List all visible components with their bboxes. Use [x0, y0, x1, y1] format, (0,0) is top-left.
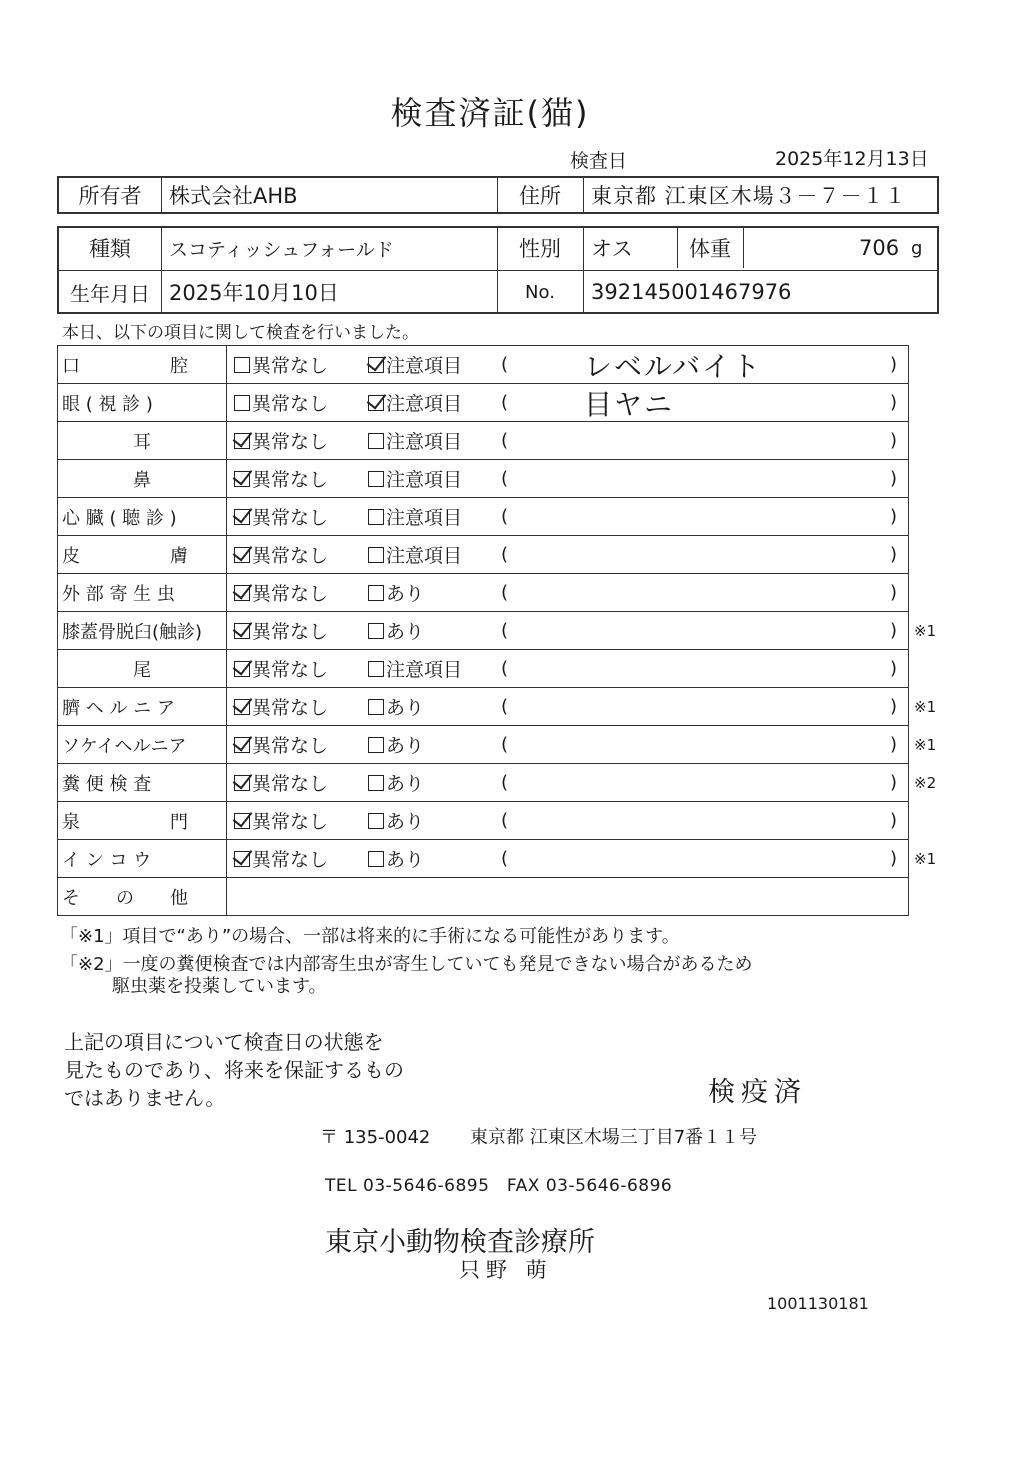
normal-label: 異常なし: [252, 697, 329, 719]
clinic-address: 東京都 江東区木場三丁目7番１１号: [470, 1127, 758, 1148]
table-row: [58, 878, 908, 915]
normal-option[interactable]: [234, 650, 328, 687]
breed-label: 種類: [89, 237, 131, 261]
other-label: あり: [386, 849, 425, 871]
breed-value: スコティッシュフォールド: [169, 238, 394, 261]
document-title: 検査済証(猫): [390, 94, 590, 132]
paren-open: (: [501, 620, 509, 641]
item-name: 外 部 寄 生 虫: [62, 583, 175, 605]
normal-option[interactable]: [234, 422, 328, 459]
clinic-name: 東京小動物検査診療所: [325, 1227, 595, 1258]
item-name: 尾: [133, 659, 151, 681]
other-label: あり: [386, 735, 425, 757]
item-name: 皮 膚: [62, 545, 188, 567]
normal-checkbox[interactable]: [234, 661, 250, 677]
weight-unit: g: [911, 237, 923, 259]
paren-close: ): [890, 848, 898, 869]
other-option[interactable]: [368, 650, 462, 687]
normal-label: 異常なし: [252, 355, 329, 377]
other-checkbox[interactable]: [368, 623, 384, 639]
paren-close: ): [890, 658, 898, 679]
normal-option[interactable]: [234, 498, 328, 535]
other-option[interactable]: [368, 612, 424, 649]
other-label: 注意項目: [386, 355, 463, 377]
item-name: 泉 門: [62, 811, 188, 833]
table-row: [58, 802, 908, 840]
table-row: [58, 498, 908, 536]
paren-open: (: [501, 810, 509, 831]
item-name: 膝蓋骨脱臼(触診): [62, 621, 203, 643]
other-checkbox[interactable]: [368, 661, 384, 677]
item-name: 耳: [133, 431, 151, 453]
other-option[interactable]: [368, 346, 462, 383]
paren-open: (: [501, 696, 509, 717]
paren-close: ): [890, 810, 898, 831]
other-option[interactable]: [368, 688, 424, 725]
birth-value: 2025年10月10日: [169, 281, 339, 305]
other-label: 注意項目: [386, 507, 463, 529]
table-row: [58, 384, 908, 422]
normal-label: 異常なし: [252, 659, 329, 681]
table-row: [58, 688, 937, 726]
other-label: 注意項目: [386, 469, 463, 491]
paren-open: (: [501, 772, 509, 793]
normal-label: 異常なし: [252, 469, 329, 491]
normal-label: 異常なし: [252, 583, 329, 605]
paren-close: ): [890, 696, 898, 717]
paren-open: (: [501, 582, 509, 603]
inspection-table: [57, 345, 937, 916]
address-label: 住所: [519, 184, 561, 208]
other-checkbox[interactable]: [368, 699, 384, 715]
normal-checkbox[interactable]: [234, 471, 250, 487]
other-checkbox[interactable]: [368, 813, 384, 829]
normal-option[interactable]: [234, 802, 328, 839]
footnote-mark: ※1: [914, 621, 937, 640]
item-name: ソケイヘルニア: [62, 735, 187, 757]
other-label: 注意項目: [386, 545, 463, 567]
table-row: [58, 460, 908, 498]
animal-box: [57, 226, 939, 314]
paren-open: (: [501, 734, 509, 755]
other-label: あり: [386, 811, 425, 833]
item-name: 糞 便 検 査: [62, 773, 152, 795]
other-label: 注意項目: [386, 659, 463, 681]
item-name: 心 臓 ( 聴 診 ): [62, 507, 177, 529]
normal-checkbox[interactable]: [234, 357, 250, 373]
normal-option[interactable]: [234, 536, 328, 573]
item-name: そ の 他: [62, 887, 188, 909]
normal-label: 異常なし: [252, 735, 329, 757]
other-label: あり: [386, 773, 425, 795]
paren-open: (: [501, 658, 509, 679]
no-value: 392145001467976: [591, 280, 792, 304]
paren-close: ): [890, 734, 898, 755]
table-row: [58, 346, 908, 384]
normal-checkbox[interactable]: [234, 775, 250, 791]
normal-label: 異常なし: [252, 773, 329, 795]
normal-label: 異常なし: [252, 811, 329, 833]
paren-close: ): [890, 582, 898, 603]
other-label: 注意項目: [386, 393, 463, 415]
other-option[interactable]: [368, 422, 462, 459]
weight-value: 706: [859, 236, 900, 260]
other-option[interactable]: [368, 498, 462, 535]
item-name: イ ン コ ウ: [62, 849, 152, 871]
quarantine-stamp: 検疫済: [708, 1077, 807, 1108]
normal-checkbox[interactable]: [234, 395, 250, 411]
normal-checkbox[interactable]: [234, 813, 250, 829]
sex-label: 性別: [519, 237, 561, 261]
other-checkbox[interactable]: [368, 509, 384, 525]
paren-close: ): [890, 544, 898, 565]
other-option[interactable]: [368, 384, 462, 421]
owner-label: 所有者: [78, 184, 142, 208]
other-option[interactable]: [368, 536, 462, 573]
serial-number: 1001130181: [767, 1294, 869, 1313]
normal-option[interactable]: [234, 764, 328, 801]
weight-label: 体重: [689, 237, 731, 261]
other-option[interactable]: [368, 574, 424, 611]
normal-option[interactable]: [234, 612, 328, 649]
other-option[interactable]: [368, 802, 424, 839]
normal-option[interactable]: [234, 726, 328, 763]
other-checkbox[interactable]: [368, 737, 384, 753]
table-row: [58, 650, 908, 688]
table-row: [58, 536, 908, 574]
footnote-mark: ※1: [914, 849, 937, 868]
normal-checkbox[interactable]: [234, 737, 250, 753]
normal-option[interactable]: [234, 384, 328, 421]
other-checkbox[interactable]: [368, 775, 384, 791]
other-checkbox[interactable]: [368, 433, 384, 449]
normal-option[interactable]: [234, 346, 328, 383]
other-label: あり: [386, 621, 425, 643]
other-label: 注意項目: [386, 431, 463, 453]
postal-code: 〒 135-0042: [320, 1127, 431, 1148]
birth-label: 生年月日: [70, 281, 150, 306]
normal-checkbox[interactable]: [234, 547, 250, 563]
table-row: [58, 726, 937, 764]
footnote-mark: ※1: [914, 697, 937, 716]
clinic-phone-fax: TEL 03-5646-6895 FAX 03-5646-6896: [325, 1176, 673, 1196]
other-label: あり: [386, 697, 425, 719]
paren-close: ): [890, 430, 898, 451]
disclaimer-line: 見たものであり、将来を保証するもの: [64, 1058, 404, 1082]
paren-open: (: [501, 430, 509, 451]
normal-checkbox[interactable]: [234, 585, 250, 601]
paren-open: (: [501, 848, 509, 869]
footnote-2-cont: 駆虫薬を投薬しています。: [112, 976, 327, 997]
normal-option[interactable]: [234, 574, 328, 611]
paren-close: ): [890, 468, 898, 489]
handwritten-note: 目ヤニ: [584, 387, 675, 421]
paren-open: (: [501, 544, 509, 565]
normal-option[interactable]: [234, 688, 328, 725]
footnote-2: 「※2」一度の糞便検査では内部寄生虫が寄生していても発見できない場合があるため: [60, 954, 753, 975]
paren-open: (: [501, 354, 509, 375]
other-checkbox[interactable]: [368, 851, 384, 867]
normal-checkbox[interactable]: [234, 623, 250, 639]
normal-checkbox[interactable]: [234, 851, 250, 867]
disclaimer-line: ではありません。: [64, 1086, 226, 1110]
sex-value: オス: [591, 237, 633, 261]
normal-option[interactable]: [234, 840, 328, 877]
table-row: [58, 422, 908, 460]
table-row: [58, 574, 908, 612]
vet-name: 只野 萌: [459, 1258, 553, 1282]
paren-close: ): [890, 354, 898, 375]
other-checkbox[interactable]: [368, 357, 384, 373]
paren-close: ): [890, 620, 898, 641]
normal-label: 異常なし: [252, 431, 329, 453]
disclaimer-line: 上記の項目について検査日の状態を: [64, 1030, 384, 1054]
owner-box: [57, 176, 939, 214]
item-name: 口 腔: [62, 355, 188, 377]
normal-label: 異常なし: [252, 393, 329, 415]
owner-value: 株式会社AHB: [169, 184, 298, 208]
handwritten-note: レベルバイト: [584, 349, 763, 383]
item-name: 眼 ( 視 診 ): [62, 393, 153, 415]
normal-checkbox[interactable]: [234, 699, 250, 715]
table-row: [58, 764, 937, 802]
intro-text: 本日、以下の項目に関して検査を行いました。: [62, 323, 419, 343]
disclaimer: [64, 1028, 444, 1112]
other-checkbox[interactable]: [368, 585, 384, 601]
footnote-mark: ※2: [914, 773, 937, 792]
normal-option[interactable]: [234, 460, 328, 497]
other-checkbox[interactable]: [368, 395, 384, 411]
normal-label: 異常なし: [252, 545, 329, 567]
inspection-date-label: 検査日: [570, 150, 628, 172]
normal-label: 異常なし: [252, 849, 329, 871]
paren-close: ): [890, 506, 898, 527]
other-option[interactable]: [368, 460, 462, 497]
other-checkbox[interactable]: [368, 547, 384, 563]
normal-label: 異常なし: [252, 621, 329, 643]
other-option[interactable]: [368, 840, 424, 877]
paren-open: (: [501, 468, 509, 489]
paren-open: (: [501, 506, 509, 527]
other-option[interactable]: [368, 764, 424, 801]
normal-label: 異常なし: [252, 507, 329, 529]
paren-open: (: [501, 392, 509, 413]
other-label: あり: [386, 583, 425, 605]
footnote-mark: ※1: [914, 735, 937, 754]
no-label: No.: [525, 281, 555, 303]
table-row: [58, 840, 937, 878]
paren-close: ): [890, 772, 898, 793]
footnote-1: 「※1」項目で“あり”の場合、一部は将来的に手術になる可能性があります。: [60, 926, 680, 947]
item-name: 臍 ヘ ル ニ ア: [62, 697, 175, 719]
paren-close: ): [890, 392, 898, 413]
item-name: 鼻: [133, 469, 151, 491]
normal-checkbox[interactable]: [234, 509, 250, 525]
address-value: 東京都 江東区木場３－７－１１: [591, 184, 907, 208]
inspection-date: 2025年12月13日: [775, 148, 929, 170]
other-option[interactable]: [368, 726, 424, 763]
table-row: [58, 612, 937, 650]
normal-checkbox[interactable]: [234, 433, 250, 449]
other-checkbox[interactable]: [368, 471, 384, 487]
